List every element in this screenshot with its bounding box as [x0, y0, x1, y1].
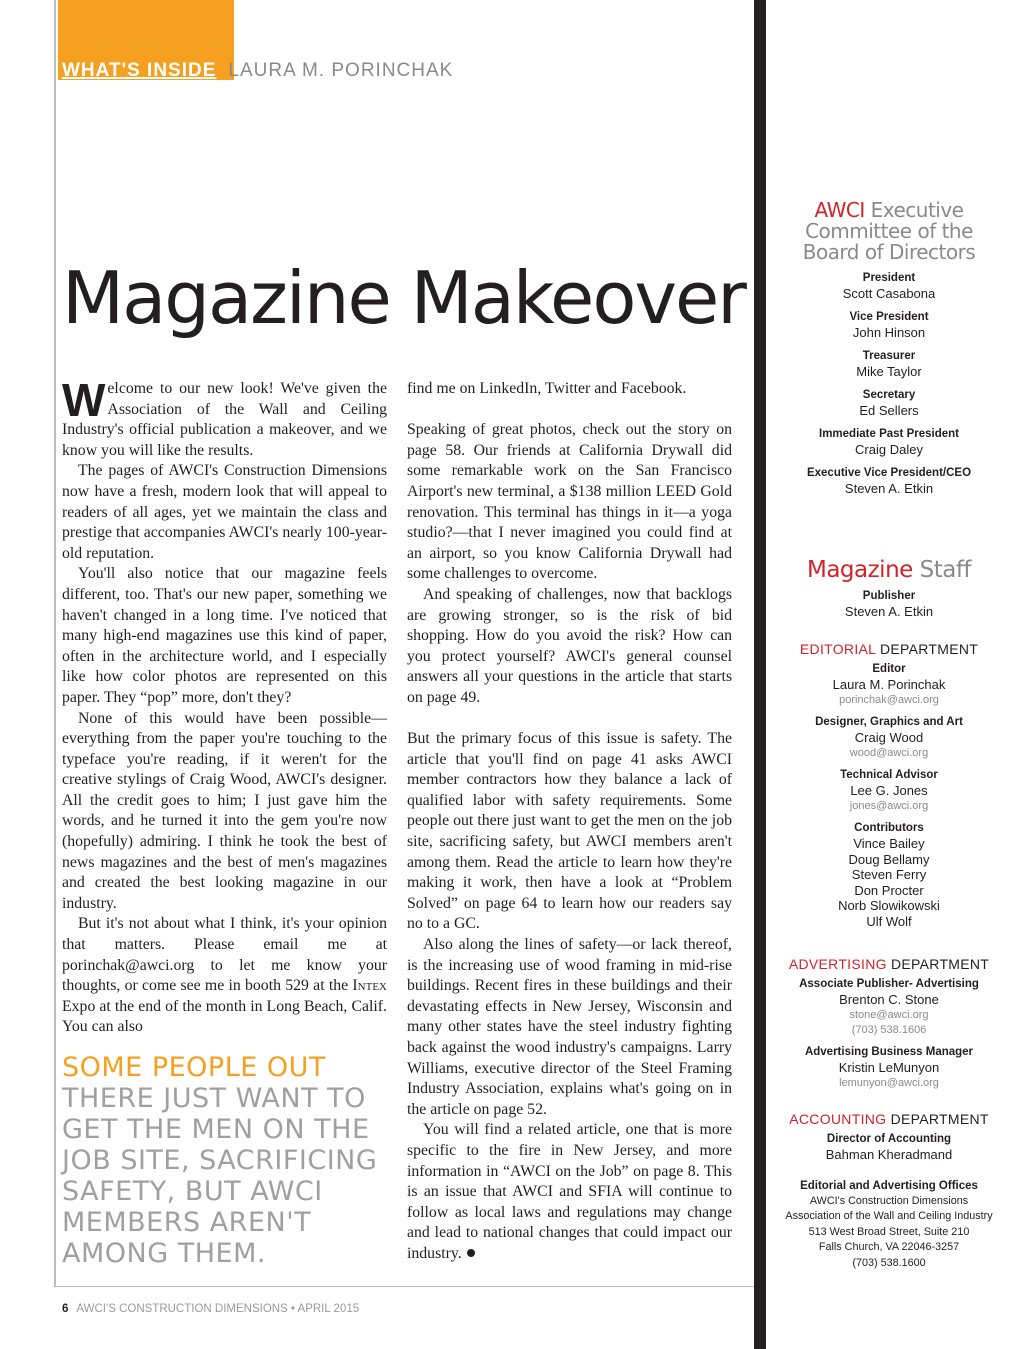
office-address: Editorial and Advertising Offices AWCI's Construction Dimensions Association of the Wall and Ceiling Industry 513 West Broad Street, Suite 210 Falls Church, VA 22046-3257 (703) 538.1600 — [785, 1180, 993, 1269]
staff-entry: Technical Advisor Lee G. Jones jones@awci.org — [782, 768, 996, 814]
contributor-name: Vince Bailey — [853, 836, 925, 851]
article-paragraph: You'll also notice that our magazine feels different, too. That's our new paper, something we haven't changed in a long time. I've noticed that many high-end magazines use this kind of paper, often in the architecture world, and I especially like how color photos are represented on this paper. They “pop” more, don't they? — [62, 565, 387, 706]
contributor-name: Steven Ferry — [851, 867, 927, 882]
department-heading: EDITORIAL DEPARTMENT — [799, 641, 979, 657]
staff-entry: Director of Accounting Bahman Kheradmand — [825, 1133, 953, 1162]
publication-issue: AWCI'S CONSTRUCTION DIMENSIONS • APRIL 2015 — [76, 1303, 360, 1315]
page-bottom-rule — [54, 1286, 754, 1287]
editorial-department — [782, 640, 996, 936]
magazine-staff-title: Magazine Staff — [806, 557, 972, 583]
article-paragraph: But the primary focus of this issue is safety. The article that you'll find on page 41 asks AWCI member contractors how they balance a lack of qualified labor with safety requirements. Some people out there just want to get the men on the job site, sacrificing safety, but AWCI members aren't among them. Read the article to learn how they're making it work, then have a look at “Problem Solved” on page 64 to learn how our readers say no to a GC. — [407, 730, 732, 933]
email-address: jones@awci.org — [849, 800, 929, 812]
article-paragraph: None of this would have been possible—everything from the paper you're touching to the typeface you're reading, if it weren't for the creative stylings of Craig Wood, AWCI's designer. All the credit goes to him; I just gave him the words, and he turned it into the gem you're now (hopefully) admiring. I think he took the best of news magazines and the best of men's magazines and created the best looking magazine in our industry. — [62, 709, 387, 912]
article-paragraph: And speaking of challenges, now that backlogs are growing stronger, so is the risk of bid shopping. How do you avoid the risk? How can you protect yourself? AWCI's general counsel answers all your questions in the article that starts on page 49. — [407, 585, 732, 706]
publisher-entry: Publisher Steven A. Etkin — [844, 590, 934, 619]
email-address: wood@awci.org — [849, 747, 929, 759]
masthead-sidebar — [782, 198, 996, 1269]
staff-entry: Associate Publisher- Advertising Brenton C. Stone stone@awci.org (703) 538.1606 — [782, 977, 996, 1038]
staff-entry: Advertising Business Manager Kristin LeMunyon lemunyon@awci.org — [782, 1045, 996, 1091]
email-address: lemunyon@awci.org — [839, 1077, 939, 1089]
pull-quote-lead: SOME PEOPLE OUT — [62, 1052, 326, 1083]
staff-entry: Editor Laura M. Porinchak porinchak@awci.org — [782, 662, 996, 708]
officer-entry: Vice President John Hinson — [849, 311, 929, 340]
officer-list — [782, 271, 996, 497]
article-paragraph: find me on LinkedIn, Twitter and Facebook. — [407, 380, 687, 397]
author-byline: LAURA M. PORINCHAK — [228, 60, 454, 81]
sidebar-divider-bar — [754, 0, 766, 1349]
officer-entry: President Scott Casabona — [842, 272, 936, 301]
officer-entry: Immediate Past President Craig Daley — [819, 428, 959, 457]
department-heading: ACCOUNTING DEPARTMENT — [789, 1111, 989, 1127]
accounting-department — [782, 1110, 996, 1170]
article-paragraph: But it's not about what I think, it's your opinion that matters. Please email me at porinchak@awci.org to let me know your thoughts, or come see me in booth 529 at the Intex Expo at the end of the month in Long Beach, Calif. You can also — [62, 915, 387, 1036]
article-paragraph: You will find a related article, one that is more specific to the fire in New Jersey, and more information in “AWCI on the Job” on page 8. This is an issue that AWCI and SFIA will continue to follow as local laws and regulations may change and lead to national changes that could impact our industry. — [407, 1121, 732, 1262]
pull-quote-text: THERE JUST WANT TO GET THE MEN ON THE JOB SITE, SACRIFICING SAFETY, BUT AWCI MEMBERS AREN'T AMONG THEM. — [62, 1083, 378, 1269]
staff-entry: Designer, Graphics and Art Craig Wood wood@awci.org — [782, 715, 996, 761]
advertising-department — [782, 955, 996, 1098]
officer-entry: Secretary Ed Sellers — [859, 389, 919, 418]
article-title: Magazine Makeover — [62, 256, 745, 340]
contributor-name: Ulf Wolf — [866, 913, 912, 929]
end-of-article-bullet-icon — [467, 1249, 475, 1257]
executive-committee-title: AWCI Executive Committee of the Board of Directors — [802, 198, 976, 264]
email-address: porinchak@awci.org — [839, 694, 939, 706]
intex-expo-name: Intex — [352, 977, 387, 995]
email-address: stone@awci.org — [849, 1009, 929, 1021]
contributor-name: Don Procter — [854, 882, 924, 898]
page-header — [62, 60, 453, 82]
article-paragraph: Also along the lines of safety—or lack thereof, is the increasing use of wood framing in mid-rise buildings. Recent fires in these buildings and their devastating effects in New Jersey, Wisconsin and many other states have the steel industry fighting back against the wood industry's campaigns. Larry Williams, executive director of the Steel Framing Industry Association, explains what's going on in the article on page 52. — [407, 936, 732, 1118]
department-heading: ADVERTISING DEPARTMENT — [788, 956, 990, 972]
article-column-left — [62, 374, 387, 1038]
pull-quote — [62, 1052, 382, 1269]
phone-number: (703) 538.1606 — [851, 1024, 927, 1036]
contributor-name: Norb Slowikowski — [838, 898, 940, 913]
contributor-name: Doug Bellamy — [848, 851, 930, 867]
page-footer — [62, 1303, 359, 1315]
officer-entry: Treasurer Mike Taylor — [856, 350, 922, 379]
article-paragraph: Welcome to our new look! We've given the Association of the Wall and Ceiling Industry's official publication a makeover, and we know you will like the results. — [62, 374, 387, 459]
drop-cap: W — [62, 374, 106, 426]
section-label: WHAT'S INSIDE — [62, 60, 217, 81]
article-paragraph: The pages of AWCI's Construction Dimensions now have a fresh, modern look that will appeal to readers of all ages, yet we maintain the class and prestige that accompanies AWCI's nearly 100-year-old reputation. — [62, 462, 387, 562]
contributors-entry: Contributors Vince Bailey Doug Bellamy Steven Ferry Don Procter Norb Slowikowski Ulf Wolf — [782, 821, 996, 929]
page-number: 6 — [62, 1303, 69, 1315]
page-left-rule — [54, 0, 56, 1286]
officer-entry: Executive Vice President/CEO Steven A. Etkin — [806, 467, 972, 496]
article-paragraph: Speaking of great photos, check out the story on page 58. Our friends at California Drywall did some remarkable work on the San Francisco Airport's new terminal, a $138 million LEED Gold renovation. This terminal has things in it—a yoga studio?—that I never imagined you could find at an airport, so you know California Drywall had some challenges to overcome. — [407, 421, 732, 583]
article-column-right — [407, 379, 732, 1265]
